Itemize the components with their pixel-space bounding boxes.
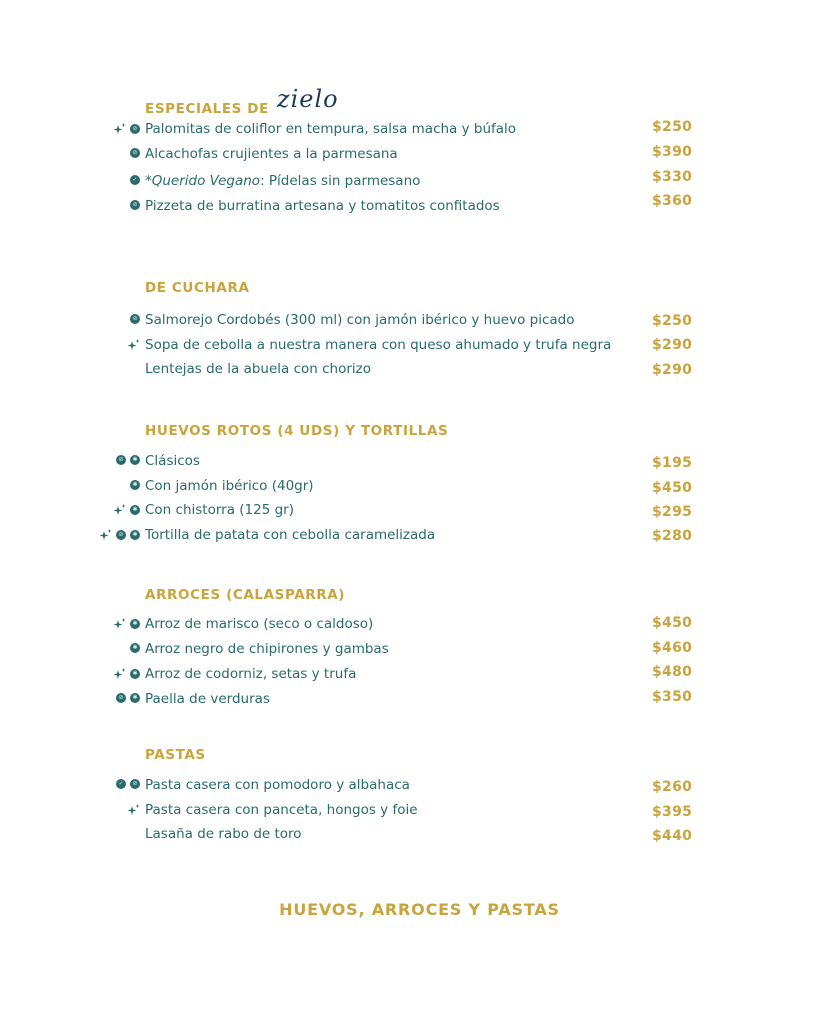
menu-item	[0, 776, 839, 798]
vegetarian-icon: ⊘	[130, 314, 140, 324]
vegetarian-icon: ⊘	[116, 693, 126, 703]
item-name: Lasaña de rabo de toro	[145, 826, 302, 842]
item-name-rest: : Pídelas sin parmesano	[260, 173, 421, 189]
item-price: $440	[652, 828, 693, 844]
item-name: Clásicos	[145, 453, 200, 469]
item-name: Con chistorra (125 gr)	[145, 502, 294, 518]
item-price: $480	[652, 664, 693, 680]
menu-item	[0, 690, 839, 712]
menu-item	[0, 336, 839, 358]
item-price: $395	[652, 804, 693, 820]
menu-item	[0, 311, 839, 333]
gluten-free-icon: ✱	[130, 455, 140, 465]
section-title: DE CUCHARA	[145, 280, 250, 296]
menu-item	[0, 120, 839, 142]
item-name-italic: *Querido Vegano	[145, 173, 261, 189]
vegan-icon: ✓	[130, 175, 140, 185]
item-price: $290	[652, 362, 693, 378]
item-price: $290	[652, 337, 693, 353]
item-price: $390	[652, 144, 693, 160]
section-title: PASTAS	[145, 747, 206, 763]
gluten-free-icon: ✱	[130, 643, 140, 653]
item-name: Lentejas de la abuela con chorizo	[145, 361, 372, 377]
section-title: HUEVOS ROTOS (4 UDS) Y TORTILLAS	[145, 423, 449, 439]
menu-item	[0, 360, 839, 382]
sparkle-icon	[113, 123, 126, 135]
sparkle-icon	[113, 668, 126, 680]
sparkle-icon	[113, 504, 126, 516]
item-name	[145, 172, 420, 190]
item-name: Tortilla de patata con cebolla caramelizada	[145, 527, 436, 543]
menu-item	[0, 452, 839, 474]
menu-item	[0, 801, 839, 823]
vegetarian-icon: ⊘	[130, 148, 140, 158]
item-name: Salmorejo Cordobés (300 ml) con jamón ibérico y huevo picado	[145, 312, 575, 328]
item-price: $195	[652, 455, 693, 471]
item-name: Arroz de marisco (seco o caldoso)	[145, 616, 374, 632]
item-name: Arroz de codorniz, setas y trufa	[145, 666, 357, 682]
gluten-free-icon: ✱	[130, 669, 140, 679]
menu-item	[0, 169, 839, 194]
item-name: Pizzeta de burratina artesana y tomatitos confitados	[145, 198, 500, 214]
menu-item	[0, 665, 839, 687]
vegetarian-icon: ⊘	[130, 124, 140, 134]
menu-item	[0, 501, 839, 523]
item-price: $295	[652, 504, 693, 520]
item-price: $250	[652, 313, 693, 329]
menu-item	[0, 640, 839, 662]
gluten-free-icon: ✱	[130, 530, 140, 540]
item-price: $450	[652, 615, 693, 631]
item-name: Arroz negro de chipirones y gambas	[145, 641, 389, 657]
vegan-icon: ✓	[116, 779, 126, 789]
sparkle-icon	[99, 529, 112, 541]
item-name: Paella de verduras	[145, 691, 270, 707]
item-price: $260	[652, 779, 693, 795]
menu-item	[0, 526, 839, 548]
item-price: $450	[652, 480, 693, 496]
item-name: Pasta casera con pomodoro y albahaca	[145, 777, 410, 793]
sparkle-icon	[127, 804, 140, 816]
item-name: Palomitas de coliflor en tempura, salsa macha y búfalo	[145, 121, 517, 137]
section-title: ARROCES (CALASPARRA)	[145, 587, 346, 603]
menu-item	[0, 615, 839, 637]
item-price: $250	[652, 119, 693, 135]
page-footer-title: HUEVOS, ARROCES Y PASTAS	[279, 900, 560, 919]
item-price: $460	[652, 640, 693, 656]
item-name: Con jamón ibérico (40gr)	[145, 478, 314, 494]
menu-item	[0, 477, 839, 499]
item-price: $280	[652, 528, 693, 544]
menu-item	[0, 145, 839, 167]
menu-item	[0, 193, 839, 219]
vegetarian-icon: ⊘	[130, 779, 140, 789]
gluten-free-icon: ✱	[130, 693, 140, 703]
sparkle-icon	[127, 339, 140, 351]
sparkle-icon	[113, 618, 126, 630]
gluten-free-icon: ✱	[130, 505, 140, 515]
item-price: $350	[652, 689, 693, 705]
item-price: $360	[652, 193, 693, 209]
item-name: Pasta casera con panceta, hongos y foie	[145, 802, 418, 818]
section-title	[145, 85, 339, 119]
menu-item	[0, 825, 839, 847]
vegetarian-icon: ⊘	[116, 455, 126, 465]
item-name: Alcachofas crujientes a la parmesana	[145, 146, 398, 162]
section-title-text: ESPECIALES DE	[145, 101, 269, 117]
vegetarian-icon: ⊘	[116, 530, 126, 540]
gluten-free-icon: ✱	[130, 480, 140, 490]
gluten-free-icon: ✱	[130, 619, 140, 629]
item-name: Sopa de cebolla a nuestra manera con queso ahumado y trufa negra	[145, 337, 612, 353]
item-price: $330	[652, 169, 693, 185]
vegetarian-icon: ⊘	[130, 200, 140, 210]
zielo-logo-script: zielo	[276, 85, 339, 113]
